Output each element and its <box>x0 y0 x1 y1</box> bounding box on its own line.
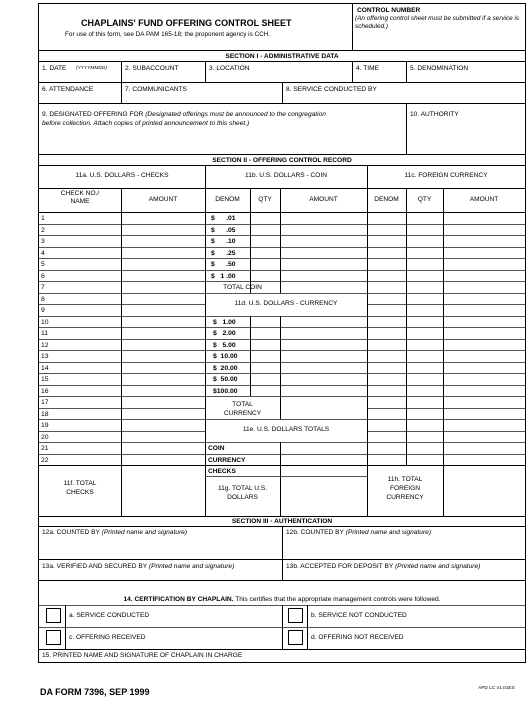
currency-denom: $ 1.00 <box>213 318 236 326</box>
row-number: 10 <box>41 318 49 326</box>
authority-label: 10. AUTHORITY <box>410 111 459 118</box>
coin-header: 11b. U.S. DOLLARS - COIN <box>245 172 327 179</box>
row-number: 7 <box>41 284 45 291</box>
total-foreign-label: 11h. TOTAL FOREIGN CURRENCY <box>386 476 424 502</box>
counted-a-label: 12a. COUNTED BY (Printed name and signature) <box>42 529 188 536</box>
attendance-field[interactable] <box>41 94 119 102</box>
communicants-field[interactable] <box>123 94 280 102</box>
form-id: DA FORM 7396, SEP 1999 <box>40 687 150 697</box>
offering-not-received-label: d. OFFERING NOT RECEIVED <box>311 634 404 641</box>
col-amount-coin: AMOUNT <box>309 196 338 203</box>
row-number: 9 <box>41 307 45 314</box>
row-number: 3 <box>41 238 45 245</box>
offering-control-sheet <box>38 3 526 663</box>
totals-header: 11e. U.S. DOLLARS TOTALS <box>242 426 330 433</box>
counted-a-field[interactable] <box>41 538 280 558</box>
subaccount-field[interactable] <box>123 73 203 81</box>
date-label: 1. DATE <box>42 65 67 72</box>
currency-denom: $ 10.00 <box>213 353 238 360</box>
checks-header: 11a. U.S. DOLLARS - CHECKS <box>75 172 169 179</box>
section2-title: SECTION II - OFFERING CONTROL RECORD <box>212 157 352 164</box>
section3-title: SECTION III - AUTHENTICATION <box>231 518 333 525</box>
currency-header: 11d. U.S. DOLLARS - CURRENCY <box>234 300 338 307</box>
denomination-field[interactable] <box>408 73 523 81</box>
control-number-note: (An offering control sheet must be submitted if a service is scheduled.) <box>355 15 520 31</box>
denomination-label: 5. DENOMINATION <box>410 65 469 72</box>
authority-field[interactable] <box>408 122 523 152</box>
row-number: 12 <box>41 341 49 349</box>
coin-denom: $ 1 .00 <box>211 272 236 280</box>
coin-denom: $ .25 <box>211 249 236 257</box>
col-amount-checks: AMOUNT <box>148 196 178 203</box>
verified-field[interactable] <box>41 571 280 580</box>
control-number-label: CONTROL NUMBER <box>357 7 421 14</box>
row-number: 5 <box>41 261 45 268</box>
service-not-conducted-checkbox[interactable] <box>288 608 303 623</box>
col-qty-coin: QTY <box>258 196 272 203</box>
currency-denom: $100.00 <box>213 387 238 395</box>
form-subtitle: For use of this form, see DA PAM 165-18; the proponent agency is CCH. <box>65 31 271 38</box>
accepted-label: 13b. ACCEPTED FOR DEPOSIT BY (Printed name and signature) <box>286 563 481 570</box>
service-not-conducted-label: b. SERVICE NOT CONDUCTED <box>311 612 407 619</box>
col-denom-coin: DENOM <box>215 196 240 203</box>
total-us-label: 11g. TOTAL U.S. DOLLARS <box>217 485 268 502</box>
total-foreign-field[interactable] <box>445 468 523 514</box>
counted-b-label: 12b. COUNTED BY (Printed name and signature) <box>286 529 432 536</box>
subaccount-label: 2. SUBACCOUNT <box>125 65 179 72</box>
total-checks-label: 11f. TOTAL CHECKS <box>63 480 97 497</box>
row-number: 11 <box>41 330 49 337</box>
communicants-label: 7. COMMUNICANTS <box>125 86 187 93</box>
total-coin-label: TOTAL COIN <box>223 284 262 291</box>
col-denom-foreign: DENOM <box>374 196 399 203</box>
verified-label: 13a. VERIFIED AND SECURED BY (Printed name and signature) <box>42 563 235 570</box>
row-number: 13 <box>41 353 49 360</box>
certification-label: 14. CERTIFICATION BY CHAPLAIN. This certifies that the appropriate management controls were followed. <box>123 596 441 603</box>
col-checkno: CHECK NO./ NAME <box>60 190 100 205</box>
row-number: 14 <box>41 364 49 372</box>
totals-coin-label: COIN <box>208 445 225 452</box>
location-label: 3. LOCATION <box>209 65 250 72</box>
col-qty-foreign: QTY <box>417 196 432 203</box>
counted-b-field[interactable] <box>284 538 523 558</box>
service-by-field[interactable] <box>284 94 523 102</box>
offering-received-label: c. OFFERING RECEIVED <box>69 634 146 641</box>
currency-denom: $ 5.00 <box>213 341 236 349</box>
printed-name-field[interactable] <box>339 651 523 661</box>
currency-denom: $ 2.00 <box>213 330 236 337</box>
row-number: 20 <box>41 433 49 441</box>
currency-denom: $ 20.00 <box>213 364 238 372</box>
row-number: 18 <box>41 410 49 418</box>
designated-field[interactable] <box>41 130 404 152</box>
control-number-field[interactable] <box>355 34 523 48</box>
section1-title: SECTION I - ADMINISTRATIVE DATA <box>225 53 339 60</box>
coin-denom: $ .01 <box>211 215 236 222</box>
form-version: APD LC v1.01ES <box>478 686 515 691</box>
offering-not-received-checkbox[interactable] <box>288 630 303 645</box>
coin-denom: $ .50 <box>211 261 236 268</box>
total-us-field[interactable] <box>282 478 365 514</box>
service-by-label: 8. SERVICE CONDUCTED BY <box>286 86 377 93</box>
row-number: 1 <box>41 215 45 222</box>
offering-received-checkbox[interactable] <box>46 630 61 645</box>
foreign-header: 11c. FOREIGN CURRENCY <box>404 172 488 179</box>
col-amount-foreign: AMOUNT <box>469 196 499 203</box>
service-conducted-checkbox[interactable] <box>46 608 61 623</box>
designated-note: before collection. Attach copies of printed announcement to this sheet.) <box>42 120 250 127</box>
attendance-label: 6. ATTENDANCE <box>42 86 94 93</box>
totals-checks-label: CHECKS <box>208 468 236 475</box>
row-number: 4 <box>41 249 45 257</box>
time-label: 4. TIME <box>356 65 379 72</box>
row-number: 21 <box>41 445 49 452</box>
row-number: 8 <box>41 295 45 303</box>
form-title: CHAPLAINS' FUND OFFERING CONTROL SHEET <box>81 18 292 28</box>
row-number: 17 <box>41 399 49 406</box>
row-number: 22 <box>41 456 49 464</box>
time-field[interactable] <box>354 73 404 81</box>
location-field[interactable] <box>207 73 350 81</box>
currency-denom: $ 50.00 <box>213 376 238 383</box>
service-conducted-label: a. SERVICE CONDUCTED <box>69 612 150 619</box>
row-number: 16 <box>41 387 49 395</box>
row-number: 15 <box>41 376 49 383</box>
date-format: (YYYYMMDD) <box>76 66 107 71</box>
row-number: 19 <box>41 422 49 429</box>
accepted-field[interactable] <box>284 571 523 580</box>
total-checks-field[interactable] <box>123 468 203 514</box>
designated-label: 9. DESIGNATED OFFERING FOR (Designated offerings must be announced to the congregation <box>42 111 326 118</box>
row-number: 6 <box>41 272 45 280</box>
date-field[interactable] <box>41 73 119 81</box>
row-number: 2 <box>41 226 45 234</box>
printed-name-label: 15. PRINTED NAME AND SIGNATURE OF CHAPLAIN IN CHARGE <box>42 652 243 659</box>
total-currency-label: TOTAL CURRENCY <box>223 401 262 418</box>
coin-denom: $ .05 <box>211 226 236 234</box>
coin-denom: $ .10 <box>211 238 236 245</box>
totals-currency-label: CURRENCY <box>208 456 246 464</box>
